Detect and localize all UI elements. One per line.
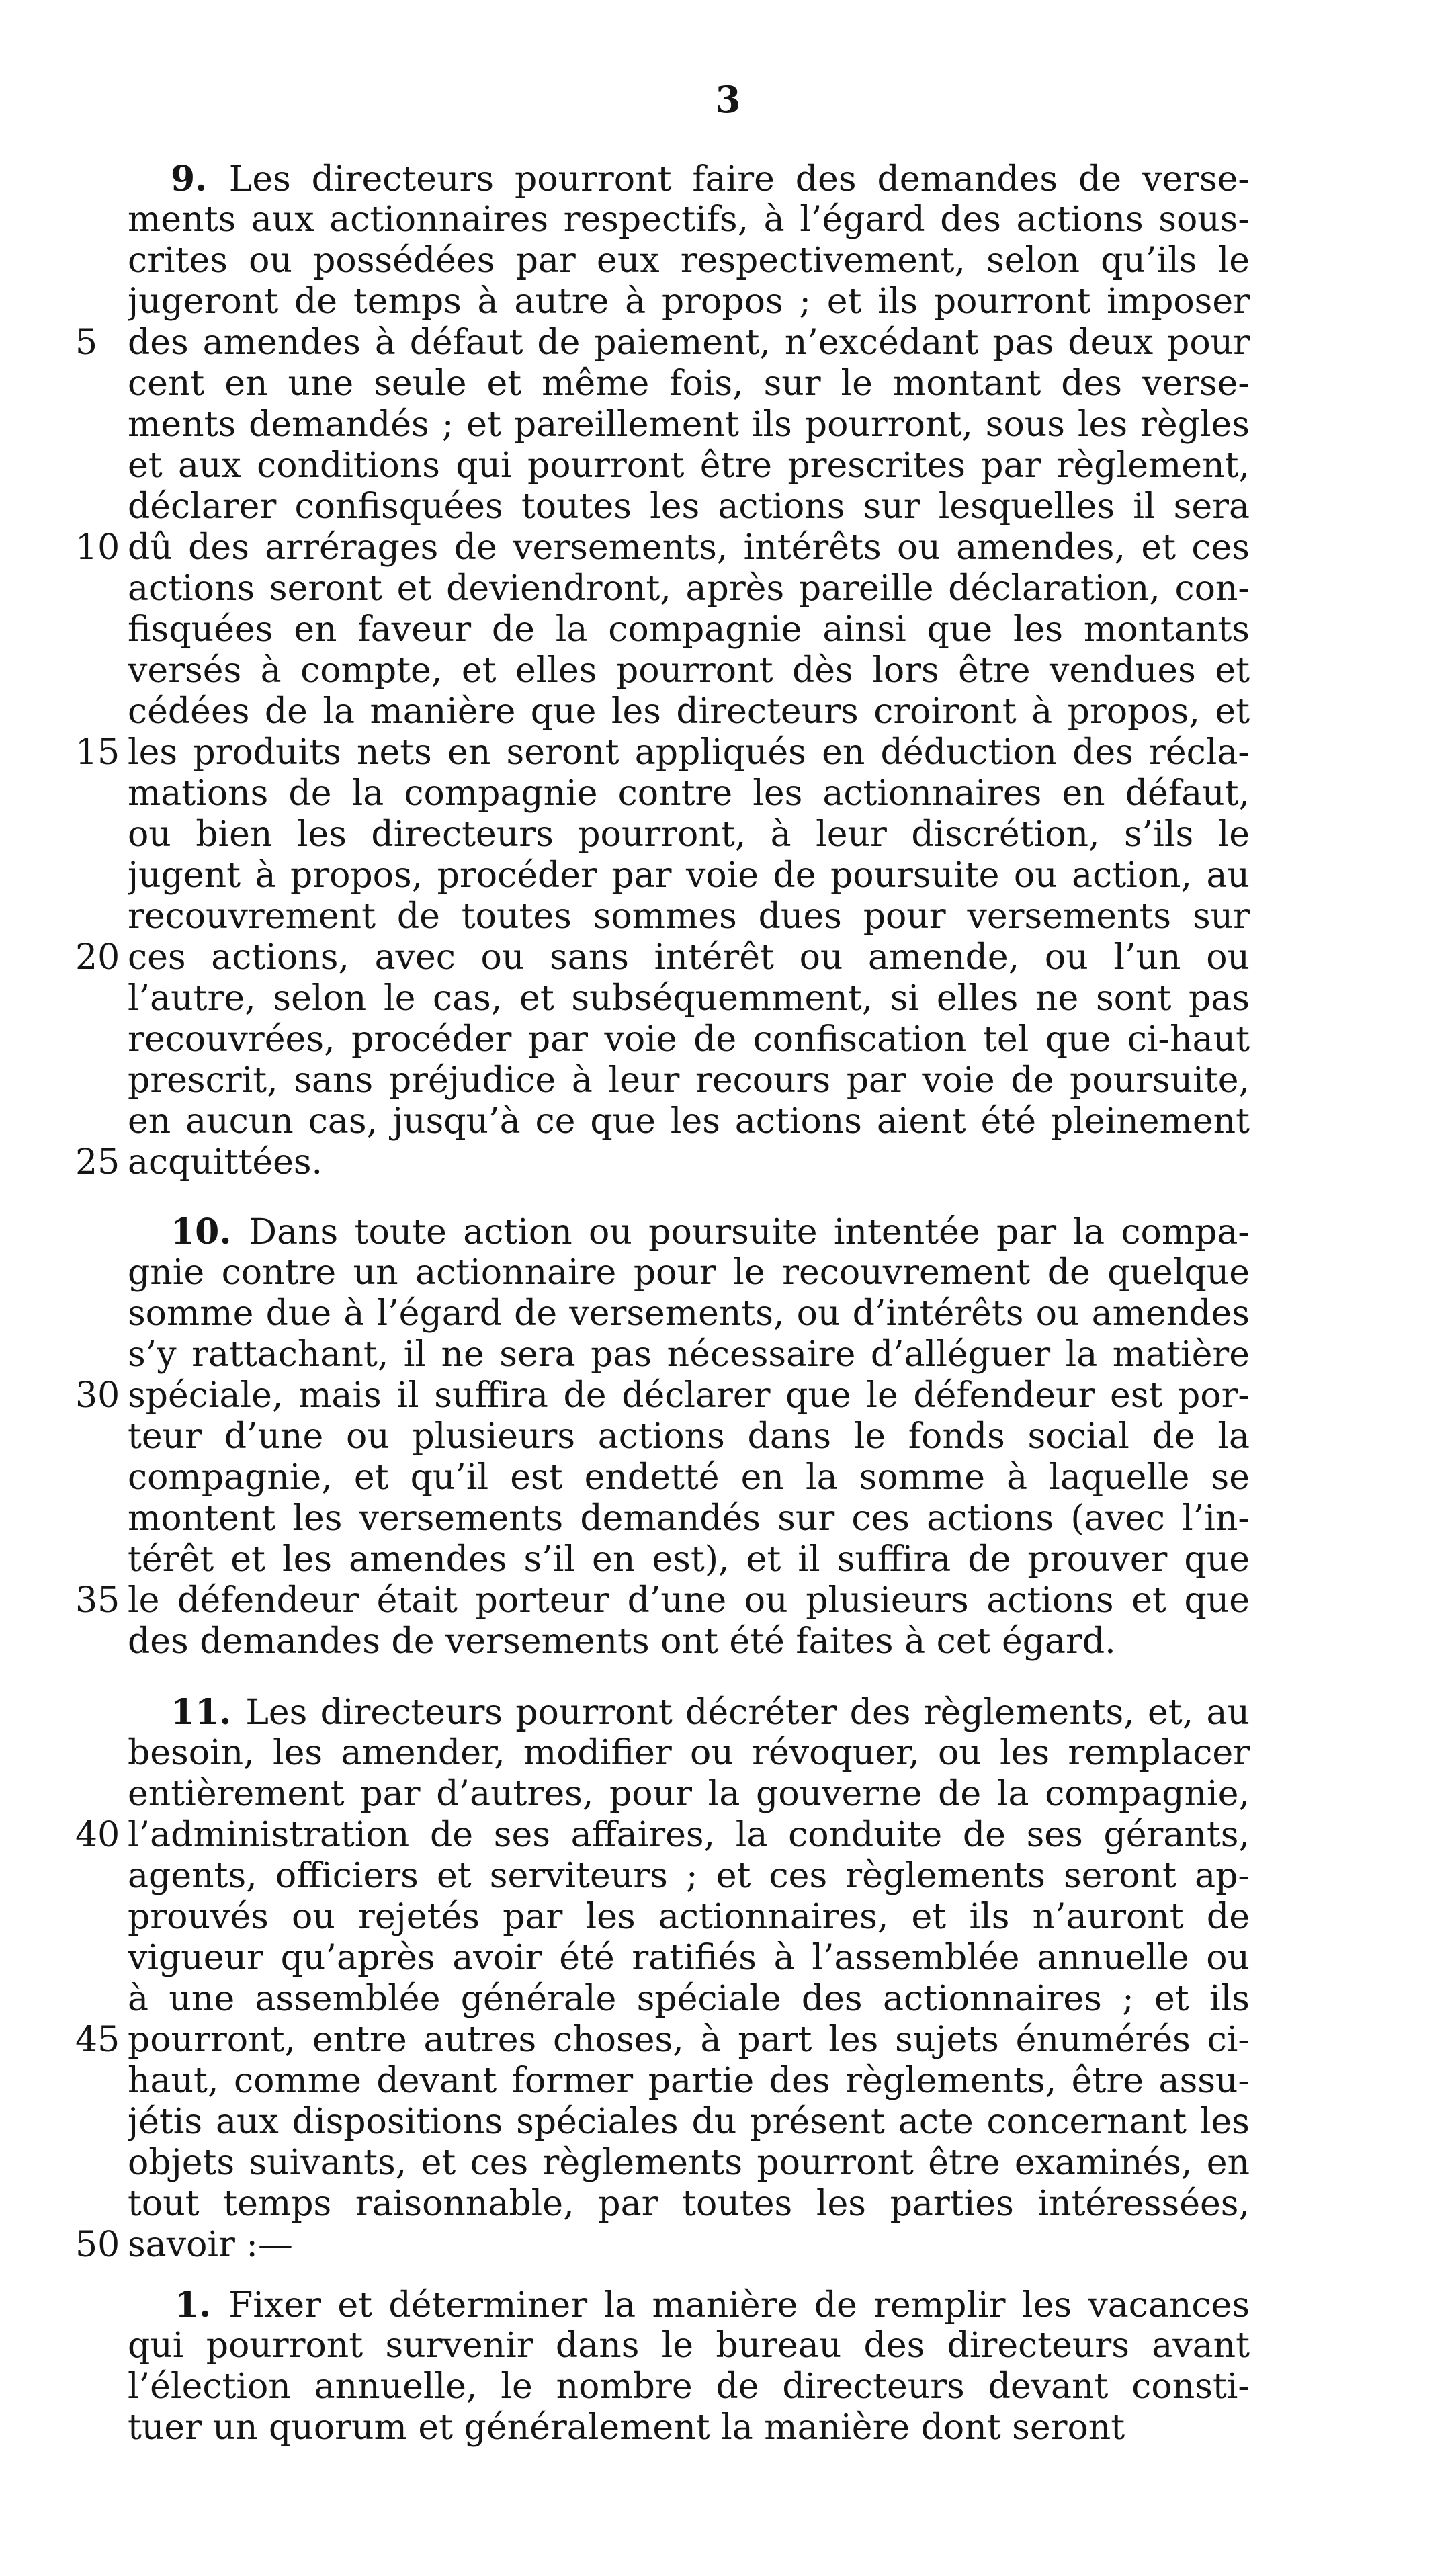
line-text: crites ou possédées par eux respectivement, selon qu’ils le xyxy=(128,241,1250,281)
line-text: savoir :— xyxy=(128,2225,293,2265)
line-text: l’élection annuelle, le nombre de directeurs devant consti- xyxy=(128,2366,1250,2407)
text-line xyxy=(128,282,1250,323)
line-text: ments aux actionnaires respectifs, à l’égard des actions sous- xyxy=(128,200,1250,240)
line-text: les produits nets en seront appliqués en déduction des récla- xyxy=(128,732,1250,773)
line-text: agents, officiers et serviteurs ; et ces règlements seront ap- xyxy=(128,1856,1250,1896)
text-line xyxy=(128,732,1250,773)
line-text: entièrement par d’autres, pour la gouverne de la compagnie, xyxy=(128,1774,1250,1814)
line-text: besoin, les amender, modifier ou révoquer, ou les remplacer xyxy=(128,1733,1250,1773)
line-text: ou bien les directeurs pourront, à leur discrétion, s’ils le xyxy=(128,814,1250,855)
line-text: Dans toute action ou poursuite intentée par la compa- xyxy=(249,1212,1250,1252)
line-number: 30 xyxy=(75,1375,120,1416)
line-text: acquittées. xyxy=(128,1142,323,1183)
line-text: l’administration de ses affaires, la conduite de ses gérants, xyxy=(128,1815,1250,1855)
text-line xyxy=(128,650,1250,691)
line-text: teur d’une ou plusieurs actions dans le fonds social de la xyxy=(128,1416,1250,1457)
text-line xyxy=(128,1733,1250,1774)
line-text: somme due à l’égard de versements, ou d’intérêts ou amendes xyxy=(128,1293,1250,1334)
text-line xyxy=(128,1979,1250,2020)
line-text: Les directeurs pourront décréter des règlements, et, au xyxy=(245,1693,1250,1733)
line-text: jugeront de temps à autre à propos ; et ils pourront imposer xyxy=(128,282,1250,322)
line-number: 45 xyxy=(75,2020,120,2060)
text-line xyxy=(128,1621,1250,1662)
line-text: prouvés ou rejetés par les actionnaires, et ils n’auront de xyxy=(128,1897,1250,1937)
line-text: montent les versements demandés sur ces actions (avec l’in- xyxy=(128,1498,1250,1539)
text-line xyxy=(128,323,1250,364)
text-line xyxy=(128,1938,1250,1979)
line-text: prescrit, sans préjudice à leur recours par voie de poursuite, xyxy=(128,1060,1250,1101)
text-line xyxy=(128,1457,1250,1498)
line-text: actions seront et deviendront, après pareille déclaration, con- xyxy=(128,568,1250,609)
line-text: jétis aux dispositions spéciales du présent acte concernant les xyxy=(128,2102,1250,2142)
text-line xyxy=(128,1774,1250,1815)
text-line xyxy=(128,1060,1250,1101)
line-text: spéciale, mais il suffira de déclarer que le défendeur est por- xyxy=(128,1375,1250,1416)
text-line xyxy=(128,2225,1250,2266)
line-text: et aux conditions qui pourront être prescrites par règlement, xyxy=(128,445,1250,486)
section-number: 10. xyxy=(171,1211,249,1252)
text-line xyxy=(128,1416,1250,1457)
text-line xyxy=(171,1692,1250,1733)
text-line xyxy=(171,1211,1250,1252)
section-number: 11. xyxy=(171,1692,246,1733)
text-line xyxy=(128,1252,1250,1293)
text-line xyxy=(128,1375,1250,1416)
text-line xyxy=(128,1334,1250,1375)
text-line xyxy=(128,937,1250,978)
text-line xyxy=(128,1498,1250,1539)
text-line xyxy=(128,1580,1250,1621)
text-line xyxy=(128,527,1250,568)
text-line xyxy=(128,2102,1250,2143)
line-text: Fixer et déterminer la manière de remplir les vacances xyxy=(228,2285,1250,2325)
line-number: 50 xyxy=(75,2225,120,2265)
line-text: déclarer confisquées toutes les actions sur lesquelles il sera xyxy=(128,486,1250,527)
line-text: dû des arrérages de versements, intérêts ou amendes, et ces xyxy=(128,527,1250,568)
line-text: qui pourront survenir dans le bureau des directeurs avant xyxy=(128,2325,1250,2366)
line-text: jugent à propos, procéder par voie de poursuite ou action, au xyxy=(128,855,1250,896)
line-number: 5 xyxy=(75,323,98,363)
text-line xyxy=(128,609,1250,650)
text-line xyxy=(128,1897,1250,1938)
text-line xyxy=(128,486,1250,527)
line-text: gnie contre un actionnaire pour le recouvrement de quelque xyxy=(128,1252,1250,1293)
line-number: 15 xyxy=(75,732,120,773)
line-text: versés à compte, et elles pourront dès lors être vendues et xyxy=(128,650,1250,691)
text-line xyxy=(128,2143,1250,2184)
line-text: haut, comme devant former partie des règlements, être assu- xyxy=(128,2061,1250,2101)
line-text: des amendes à défaut de paiement, n’excédant pas deux pour xyxy=(128,323,1250,363)
line-text: des demandes de versements ont été faites à cet égard. xyxy=(128,1621,1116,1662)
text-line xyxy=(128,1293,1250,1334)
text-line xyxy=(128,2366,1250,2407)
line-text: ments demandés ; et pareillement ils pourront, sous les règles xyxy=(128,404,1250,445)
line-text: cent en une seule et même fois, sur le montant des verse- xyxy=(128,364,1250,404)
line-text: en aucun cas, jusqu’à ce que les actions aient été pleinement xyxy=(128,1101,1250,1142)
line-text: ces actions, avec ou sans intérêt ou amende, ou l’un ou xyxy=(128,937,1250,978)
text-line xyxy=(128,1815,1250,1856)
line-text: vigueur qu’après avoir été ratifiés à l’assemblée annuelle ou xyxy=(128,1938,1250,1978)
text-line xyxy=(128,978,1250,1019)
text-line xyxy=(128,855,1250,896)
text-line xyxy=(128,814,1250,855)
text-line xyxy=(128,691,1250,732)
text-line xyxy=(128,773,1250,814)
text-line xyxy=(128,1142,1250,1183)
line-text: tuer un quorum et généralement la manière dont seront xyxy=(128,2407,1125,2448)
text-line xyxy=(128,2325,1250,2366)
text-line xyxy=(128,2184,1250,2225)
line-number: 40 xyxy=(75,1815,120,1855)
text-line xyxy=(128,2020,1250,2061)
section-number: 1. xyxy=(175,2284,229,2325)
line-number: 25 xyxy=(75,1142,120,1183)
text-line xyxy=(128,1101,1250,1142)
line-text: pourront, entre autres choses, à part les sujets énumérés ci- xyxy=(128,2020,1250,2060)
text-line xyxy=(128,200,1250,241)
text-line xyxy=(128,1856,1250,1897)
line-text: s’y rattachant, il ne sera pas nécessaire d’alléguer la matière xyxy=(128,1334,1250,1375)
text-line xyxy=(175,2284,1250,2325)
text-line xyxy=(128,1019,1250,1060)
text-line xyxy=(128,896,1250,937)
line-text: objets suivants, et ces règlements pourront être examinés, en xyxy=(128,2143,1250,2183)
line-text: mations de la compagnie contre les actionnaires en défaut, xyxy=(128,773,1250,814)
text-line xyxy=(128,2061,1250,2102)
text-line xyxy=(128,445,1250,486)
line-text: tout temps raisonnable, par toutes les parties intéressées, xyxy=(128,2184,1250,2224)
line-text: l’autre, selon le cas, et subséquemment, si elles ne sont pas xyxy=(128,978,1250,1019)
line-text: recouvrées, procéder par voie de confiscation tel que ci-haut xyxy=(128,1019,1250,1060)
line-text: Les directeurs pourront faire des demandes de verse- xyxy=(228,159,1250,200)
line-text: térêt et les amendes s’il en est), et il suffira de prouver que xyxy=(128,1539,1250,1580)
text-line xyxy=(171,159,1250,200)
text-line xyxy=(128,364,1250,404)
line-text: fisquées en faveur de la compagnie ainsi que les montants xyxy=(128,609,1250,650)
line-text: recouvrement de toutes sommes dues pour versements sur xyxy=(128,896,1250,937)
line-number: 20 xyxy=(75,937,120,978)
text-line xyxy=(128,2407,1250,2448)
text-line xyxy=(128,241,1250,282)
line-number: 35 xyxy=(75,1580,120,1621)
text-line xyxy=(128,1539,1250,1580)
line-text: à une assemblée générale spéciale des actionnaires ; et ils xyxy=(128,1979,1250,2019)
text-line xyxy=(128,404,1250,445)
section-number: 9. xyxy=(171,159,229,200)
line-number: 10 xyxy=(75,527,120,568)
line-text: cédées de la manière que les directeurs croiront à propos, et xyxy=(128,691,1250,732)
line-text: compagnie, et qu’il est endetté en la somme à laquelle se xyxy=(128,1457,1250,1498)
text-line xyxy=(128,568,1250,609)
line-text: le défendeur était porteur d’une ou plusieurs actions et que xyxy=(128,1580,1250,1621)
page-number: 3 xyxy=(715,78,741,121)
